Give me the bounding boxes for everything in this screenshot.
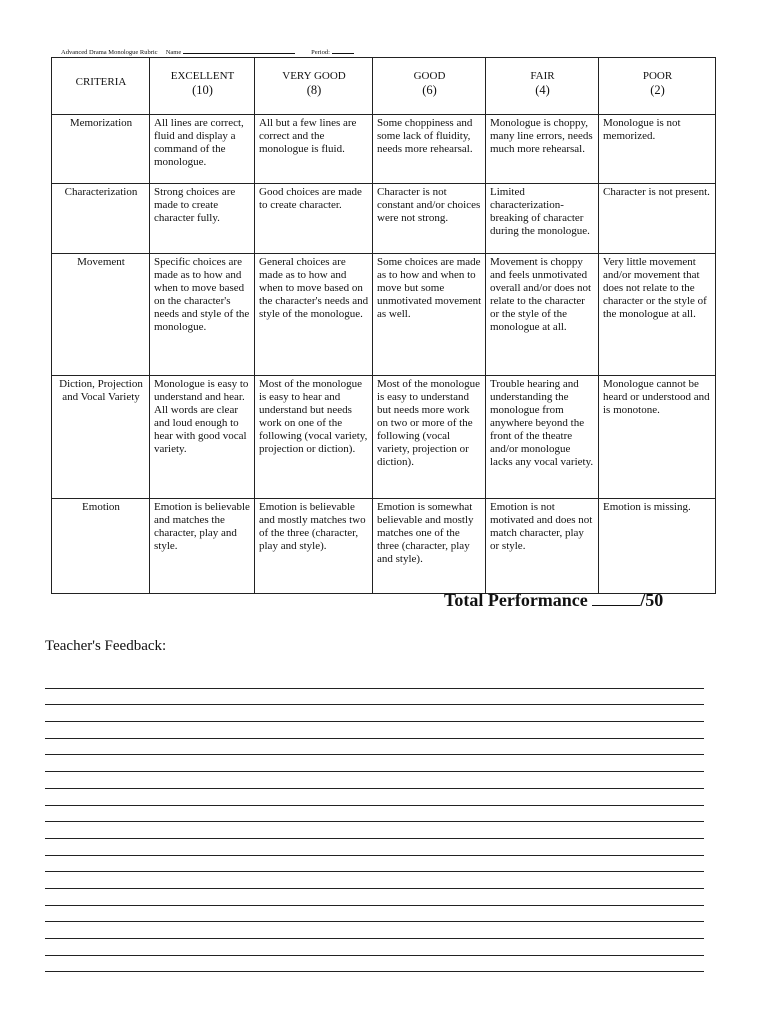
feedback-line[interactable] xyxy=(45,856,704,873)
table-cell: Monologue is easy to understand and hear. All words are clear and loud enough to hear with good vocal variety. xyxy=(150,376,255,499)
total-performance xyxy=(444,590,663,611)
criterion-cell: Characterization xyxy=(52,184,150,254)
rubric-header xyxy=(61,47,354,56)
table-cell: Some choppiness and some lack of fluidity, needs more rehearsal. xyxy=(373,115,486,184)
feedback-line[interactable] xyxy=(45,806,704,823)
table-row xyxy=(52,184,716,254)
total-max: /50 xyxy=(640,590,664,610)
table-cell: Specific choices are made as to how and when to move based on the character's needs and style of the monologue. xyxy=(150,254,255,376)
table-cell: Emotion is believable and matches the character, play and style. xyxy=(150,499,255,594)
table-cell: Monologue is choppy, many line errors, needs much more rehearsal. xyxy=(486,115,599,184)
table-cell: Emotion is missing. xyxy=(599,499,716,594)
table-cell: Good choices are made to create character. xyxy=(255,184,373,254)
rubric-table xyxy=(51,57,716,594)
feedback-line[interactable] xyxy=(45,789,704,806)
table-row xyxy=(52,254,716,376)
feedback-line[interactable] xyxy=(45,672,704,689)
feedback-line[interactable] xyxy=(45,839,704,856)
table-cell: Most of the monologue is easy to understand but needs more work on two or more of the following (vocal variety, projection or diction). xyxy=(373,376,486,499)
table-cell: All lines are correct, fluid and display a command of the monologue. xyxy=(150,115,255,184)
table-cell: General choices are made as to how and when to move based on the character's needs and style of the monologue. xyxy=(255,254,373,376)
feedback-line[interactable] xyxy=(45,722,704,739)
feedback-label: Teacher's Feedback: xyxy=(45,638,167,654)
table-cell: Monologue cannot be heard or understood and is monotone. xyxy=(599,376,716,499)
table-cell: Strong choices are made to create character fully. xyxy=(150,184,255,254)
feedback-line[interactable] xyxy=(45,956,704,973)
table-cell: All but a few lines are correct and the monologue is fluid. xyxy=(255,115,373,184)
table-cell: Emotion is believable and mostly matches two of the three (character, play and style). xyxy=(255,499,373,594)
feedback-line[interactable] xyxy=(45,822,704,839)
feedback-line[interactable] xyxy=(45,689,704,706)
feedback-line[interactable] xyxy=(45,739,704,756)
criterion-cell: Emotion xyxy=(52,499,150,594)
feedback-line[interactable] xyxy=(45,922,704,939)
feedback-lines[interactable] xyxy=(45,672,704,972)
table-cell: Monologue is not memorized. xyxy=(599,115,716,184)
total-label: Total Performance xyxy=(444,590,588,610)
table-cell: Limited characterization-breaking of character during the monologue. xyxy=(486,184,599,254)
table-row xyxy=(52,376,716,499)
feedback-line[interactable] xyxy=(45,906,704,923)
level-header-excellent: EXCELLENT (10) xyxy=(150,58,255,115)
table-cell: Very little movement and/or movement that does not relate to the character or the style of the monologue at all. xyxy=(599,254,716,376)
feedback-line[interactable] xyxy=(45,772,704,789)
period-blank[interactable] xyxy=(332,47,354,54)
table-cell: Movement is choppy and feels unmotivated overall and/or does not relate to the character or the style of the monologue at all. xyxy=(486,254,599,376)
table-cell: Emotion is not motivated and does not match character, play or style. xyxy=(486,499,599,594)
feedback-line[interactable] xyxy=(45,889,704,906)
feedback-line[interactable] xyxy=(45,705,704,722)
table-cell: Most of the monologue is easy to hear and understand but needs work on one of the following (vocal variety, projection or diction). xyxy=(255,376,373,499)
table-cell: Some choices are made as to how and when to move but some unmotivated movement as well. xyxy=(373,254,486,376)
criteria-header: CRITERIA xyxy=(52,58,150,115)
name-label: Name xyxy=(165,49,182,56)
name-blank[interactable] xyxy=(183,47,295,54)
feedback-line[interactable] xyxy=(45,939,704,956)
level-header-very-good: VERY GOOD (8) xyxy=(255,58,373,115)
criterion-cell: Memorization xyxy=(52,115,150,184)
table-row xyxy=(52,499,716,594)
criterion-cell: Movement xyxy=(52,254,150,376)
level-header-good: GOOD (6) xyxy=(373,58,486,115)
table-row xyxy=(52,115,716,184)
feedback-line[interactable] xyxy=(45,872,704,889)
period-label: Period: xyxy=(311,49,330,56)
table-cell: Emotion is somewhat believable and mostly matches one of the three (character, play and style). xyxy=(373,499,486,594)
feedback-line[interactable] xyxy=(45,755,704,772)
table-cell: Character is not present. xyxy=(599,184,716,254)
table-cell: Trouble hearing and understanding the monologue from anywhere beyond the front of the theatre and/or monologue lacks any vocal variety. xyxy=(486,376,599,499)
rubric-header-row xyxy=(52,58,716,115)
level-header-fair: FAIR (4) xyxy=(486,58,599,115)
rubric-title: Advanced Drama Monologue Rubric xyxy=(61,49,158,56)
criterion-cell: Diction, Projection and Vocal Variety xyxy=(52,376,150,499)
total-score-blank[interactable] xyxy=(592,593,640,606)
level-header-poor: POOR (2) xyxy=(599,58,716,115)
table-cell: Character is not constant and/or choices were not strong. xyxy=(373,184,486,254)
